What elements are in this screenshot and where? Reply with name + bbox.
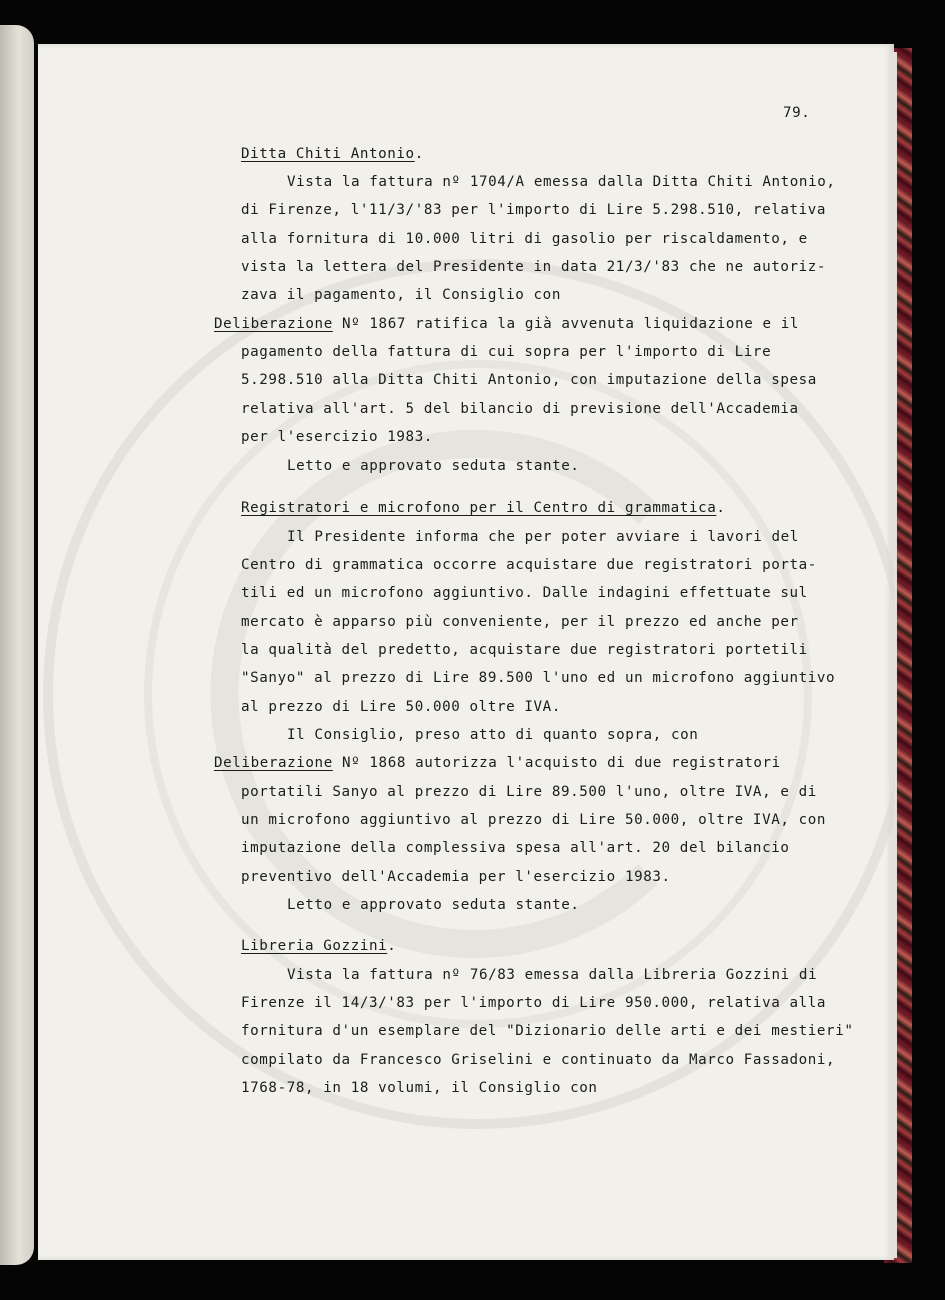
text-line: di Firenze, l'11/3/'83 per l'importo di Lire 5.298.510, relativa (241, 202, 827, 218)
text-line: alla fornitura di 10.000 litri di gasolio per riscaldamento, e (241, 231, 808, 247)
text-line: Firenze il 14/3/'83 per l'importo di Lire 950.000, relativa alla (241, 995, 827, 1011)
text-line: un microfono aggiuntivo al prezzo di Lire 50.000, oltre IVA, con (241, 812, 827, 828)
text-line: compilato da Francesco Griselini e continuato da Marco Fassadoni, (241, 1052, 836, 1068)
text-line: fornitura d'un esemplare del "Dizionario delle arti e dei mestieri" (241, 1023, 854, 1039)
heading-period: . (414, 146, 424, 162)
page-stack-edge (889, 52, 897, 1258)
approved-line: Letto e approvato seduta stante. (287, 458, 580, 474)
heading-text: Ditta Chiti Antonio (241, 146, 415, 162)
text-line: zava il pagamento, il Consiglio con (241, 287, 561, 303)
text-line: al prezzo di Lire 50.000 oltre IVA. (241, 699, 561, 715)
text-line: preventivo dell'Accademia per l'esercizio 1983. (241, 869, 671, 885)
text-line: Vista la fattura nº 1704/A emessa dalla Ditta Chiti Antonio, (287, 174, 836, 190)
deliberation-label: Deliberazione (214, 755, 333, 771)
text-line: imputazione della complessiva spesa all'art. 20 del bilancio (241, 840, 790, 856)
text-line: "Sanyo" al prezzo di Lire 89.500 l'uno ed un microfono aggiuntivo (241, 670, 836, 686)
text-line: la qualità del predetto, acquistare due registratori portetili (241, 642, 808, 658)
text-line: Centro di grammatica occorre acquistare due registratori porta- (241, 557, 817, 573)
text-line: Il Presidente informa che per poter avviare i lavori del (287, 529, 799, 545)
section-heading (241, 499, 726, 517)
text-line: per l'esercizio 1983. (241, 429, 433, 445)
text-line: vista la lettera del Presidente in data 21/3/'83 che ne autoriz- (241, 259, 827, 275)
deliberation-text: Nº 1868 autorizza l'acquisto di due registratori (332, 755, 781, 771)
text-line: 5.298.510 alla Ditta Chiti Antonio, con imputazione della spesa (241, 372, 817, 388)
text-line: pagamento della fattura di cui sopra per l'importo di Lire (241, 344, 772, 360)
section-heading (241, 937, 396, 955)
deliberation-text: Nº 1867 ratifica la già avvenuta liquidazione e il (332, 316, 800, 332)
text-line: relativa all'art. 5 del bilancio di previsione dell'Accademia (241, 401, 799, 417)
deliberation-line (214, 754, 781, 772)
deliberation-label: Deliberazione (214, 316, 333, 332)
text-line: Vista la fattura nº 76/83 emessa dalla Libreria Gozzini di (287, 967, 818, 983)
facing-page-edge (0, 25, 34, 1265)
text-line: tili ed un microfono aggiuntivo. Dalle indagini effettuate sul (241, 585, 808, 601)
heading-text: Libreria Gozzini (241, 938, 388, 954)
heading-period: . (387, 938, 397, 954)
approved-line: Letto e approvato seduta stante. (287, 897, 580, 913)
text-line: portatili Sanyo al prezzo di Lire 89.500 l'uno, oltre IVA, e di (241, 784, 817, 800)
text-line: mercato è apparso più conveniente, per il prezzo ed anche per (241, 614, 799, 630)
heading-period: . (716, 500, 726, 516)
deliberation-line (214, 315, 799, 333)
section-heading (241, 145, 424, 163)
text-line: 1768-78, in 18 volumi, il Consiglio con (241, 1080, 598, 1096)
page-number: 79. (783, 105, 811, 121)
text-line: Il Consiglio, preso atto di quanto sopra, con (287, 727, 699, 743)
heading-text: Registratori e microfono per il Centro di grammatica (241, 500, 717, 516)
